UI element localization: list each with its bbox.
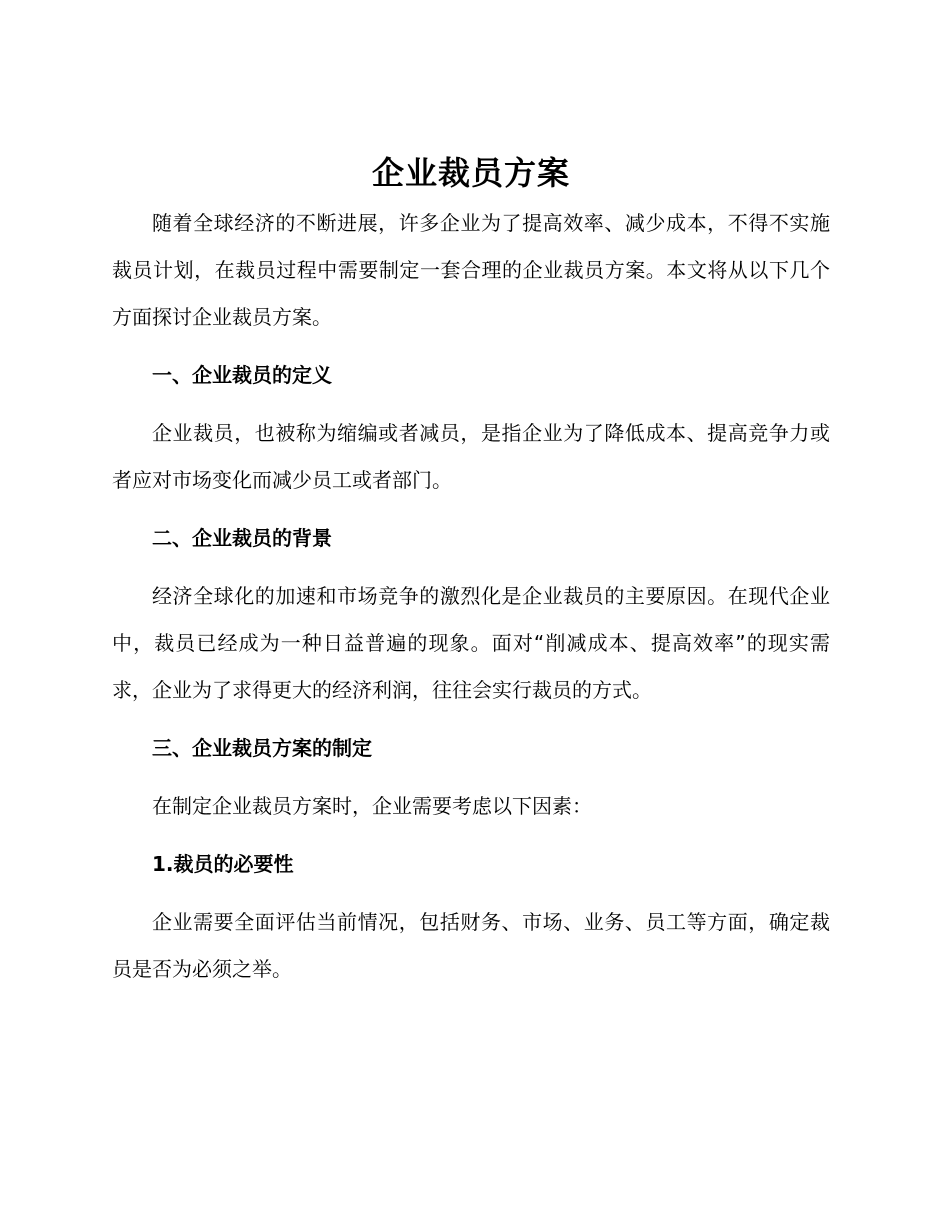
section-body-formulation: 在制定企业裁员方案时，企业需要考虑以下因素： [152, 794, 592, 818]
section-heading-background: 二、企业裁员的背景 [152, 526, 332, 550]
section-heading-formulation: 三、企业裁员方案的制定 [152, 736, 372, 760]
section-body-background: 经济全球化的加速和市场竞争的激烈化是企业裁员的主要原因。在现代企业中，裁员已经成为一种日益普遍的现象。面对“削减成本、提高效率”的现实需求，企业为了求得更大的经济利润，往往会实行裁员的方式。 [112, 584, 830, 702]
section-body-definition: 企业裁员，也被称为缩编或者减员，是指企业为了降低成本、提高竞争力或者应对市场变化而减少员工或者部门。 [112, 421, 830, 492]
document-content [112, 150, 830, 993]
intro-paragraph: 随着全球经济的不断进展，许多企业为了提高效率、减少成本，不得不实施裁员计划，在裁员过程中需要制定一套合理的企业裁员方案。本文将从以下几个方面探讨企业裁员方案。 [112, 211, 830, 329]
section-heading-necessity: 1.裁员的必要性 [152, 852, 294, 876]
section-heading-definition: 一、企业裁员的定义 [152, 363, 332, 387]
section-body-necessity: 企业需要全面评估当前情况，包括财务、市场、业务、员工等方面，确定裁员是否为必须之举。 [112, 910, 830, 981]
document-title: 企业裁员方案 [371, 154, 570, 192]
